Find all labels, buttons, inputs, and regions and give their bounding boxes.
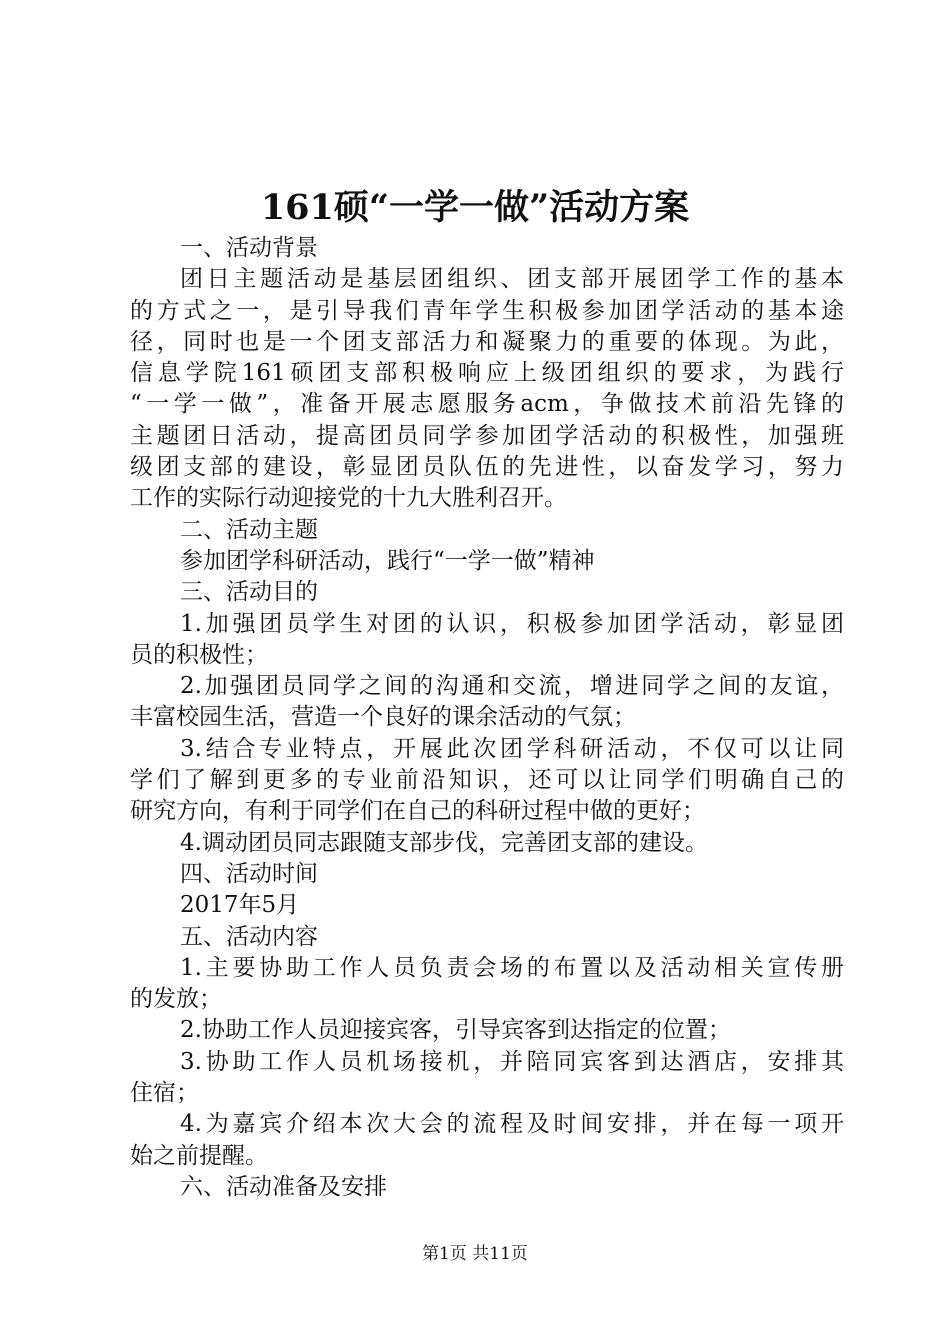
body-line: 丰富校园生活，营造一个良好的课余活动的气氛； [130,704,636,731]
body-line: 六、活动准备及安排 [180,1173,387,1200]
body-line: 2.协助工作人员迎接宾客，引导宾客到达指定的位置； [180,1017,731,1044]
body-line: 的方式之一，是引导我们青年学生积极参加团学活动的基本途 [130,297,844,324]
body-line: 3.协助工作人员机场接机，并陪同宾客到达酒店，安排其 [180,1048,844,1075]
body-line: 2017年5月 [180,892,300,919]
body-line: 学们了解到更多的专业前沿知识，还可以让同学们明确自己的 [130,767,844,794]
body-line: 一、活动背景 [180,235,318,261]
body-line: “一学一做”，准备开展志愿服务acm，争做技术前沿先锋的 [130,391,844,418]
body-line: 主题团日活动，提高团员同学参加团学活动的积极性，加强班 [130,422,844,449]
body-line: 研究方向，有利于同学们在自己的科研过程中做的更好； [130,798,705,825]
body-line: 4.为嘉宾介绍本次大会的流程及时间安排，并在每一项开 [180,1111,844,1138]
body-line: 级团支部的建设，彰显团员队伍的先进性，以奋发学习，努力 [130,454,844,481]
body-line: 二、活动主题 [180,516,318,543]
body-line: 工作的实际行动迎接党的十九大胜利召开。 [130,485,567,512]
body-line: 参加团学科研活动，践行“一学一做”精神 [180,547,595,574]
body-line: 四、活动时间 [180,860,318,887]
body-line: 始之前提醒。 [130,1142,268,1169]
body-line: 三、活动目的 [180,579,318,606]
body-line: 员的积极性； [130,641,268,668]
document-title: 161硕“一学一做”活动方案 [260,187,690,228]
body-line: 团日主题活动是基层团组织、团支部开展团学工作的基本 [180,266,844,293]
body-line: 1.加强团员学生对团的认识，积极参加团学活动，彰显团 [180,610,844,637]
body-line: 4.调动团员同志跟随支部步伐，完善团支部的建设。 [180,829,708,856]
body-line: 1.主要协助工作人员负责会场的布置以及活动相关宣传册 [180,954,844,981]
body-line: 的发放； [130,986,222,1013]
page-footer: 第1页 共11页 [422,1244,528,1264]
body-line: 3.结合专业特点，开展此次团学科研活动，不仅可以让同 [180,735,844,762]
body-line: 2.加强团员同学之间的沟通和交流，增进同学之间的友谊， [180,673,844,700]
body-line: 径，同时也是一个团支部活力和凝聚力的重要的体现。为此， [130,328,844,355]
body-line: 信息学院161硕团支部积极响应上级团组织的要求，为践行 [130,360,844,387]
body-line: 住宿； [130,1080,199,1107]
document-body [130,233,844,1203]
body-line: 五、活动内容 [180,923,318,950]
